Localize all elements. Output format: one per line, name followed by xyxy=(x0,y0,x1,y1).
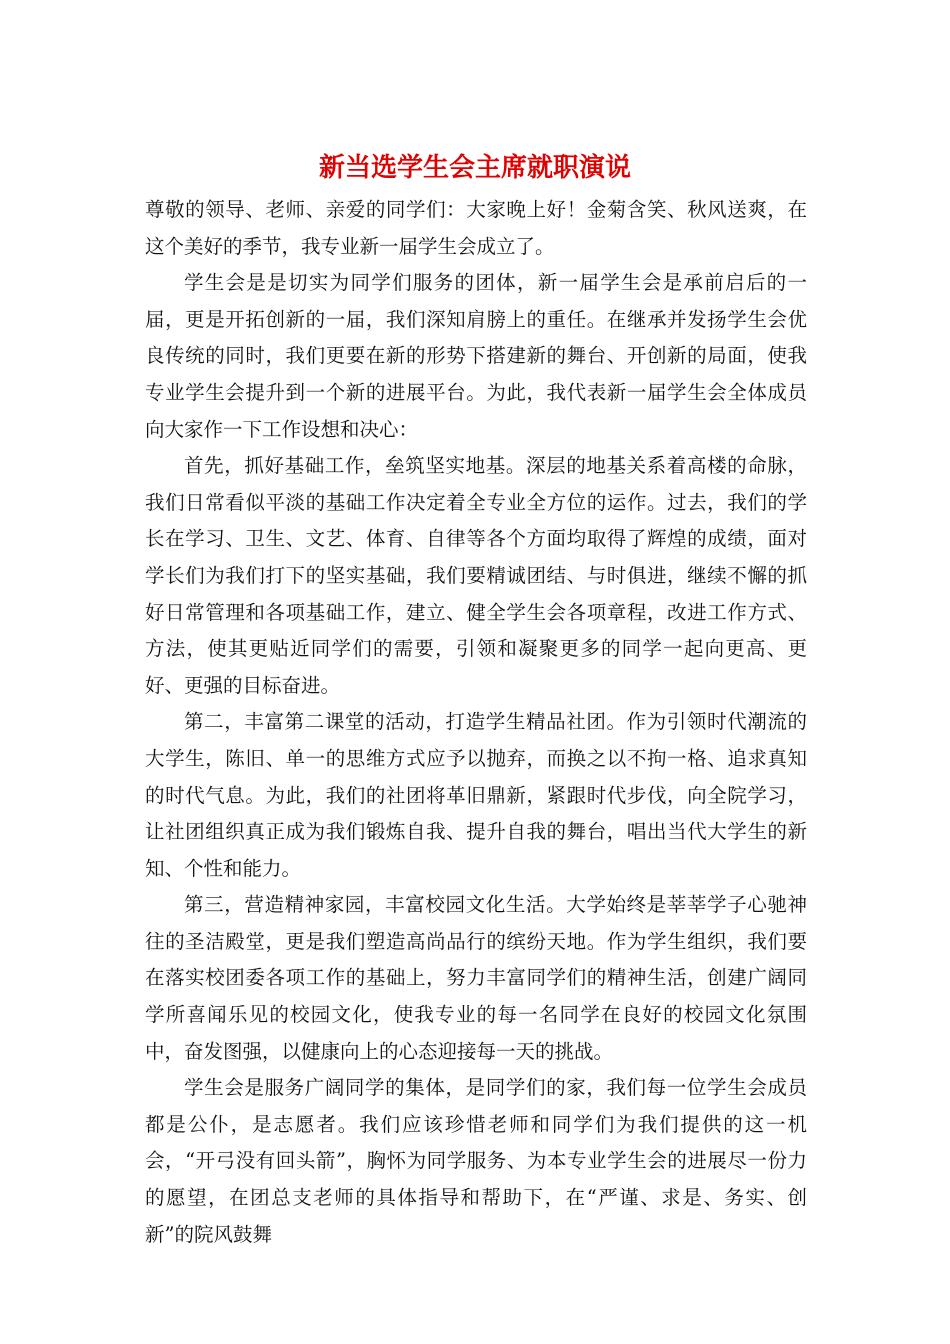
paragraph-closing: 学生会是服务广阔同学的集体，是同学们的家，我们每一位学生会成员都是公仆，是志愿者。我们应该珍惜老师和同学们为我们提供的这一机会，“开弓没有回头箭”，胸怀为同学服务、为本专业学生会的进展尽一份力的愿望，在团总支老师的具体指导和帮助下，在“严谨、求是、务实、创新”的院风鼓舞 xyxy=(145,1076,807,1246)
document-title: 新当选学生会主席就职演说 xyxy=(318,153,631,183)
document-body xyxy=(145,192,807,1253)
paragraph-greeting: 尊敬的领导、老师、亲爱的同学们：大家晚上好！金菊含笑、秋风送爽，在这个美好的季节，我专业新一届学生会成立了。 xyxy=(145,198,807,258)
paragraph-third-point: 第三，营造精神家园，丰富校园文化生活。大学始终是莘莘学子心驰神往的圣洁殿堂，更是我们塑造高尚品行的缤纷天地。作为学生组织，我们要在落实校团委各项工作的基础上，努力丰富同学们的精神生活，创建广阔同学所喜闻乐见的校园文化，使我专业的每一名同学在良好的校园文化氛围中，奋发图强，以健康向上的心态迎接每一天的挑战。 xyxy=(145,893,807,1063)
paragraph-intro: 学生会是是切实为同学们服务的团体，新一届学生会是承前启后的一届，更是开拓创新的一届，我们深知肩膀上的重任。在继承并发扬学生会优良传统的同时，我们更要在新的形势下搭建新的舞台、开创新的局面，使我专业学生会提升到一个新的进展平台。为此，我代表新一届学生会全体成员向大家作一下工作设想和决心： xyxy=(145,271,807,441)
paragraph-second-point: 第二，丰富第二课堂的活动，打造学生精品社团。作为引领时代潮流的大学生，陈旧、单一的思维方式应予以抛弃，而换之以不拘一格、追求真知的时代气息。为此，我们的社团将革旧鼎新，紧跟时代步伐，向全院学习，让社团组织真正成为我们锻炼自我、提升自我的舞台，唱出当代大学生的新知、个性和能力。 xyxy=(145,710,807,880)
paragraph-first-point: 首先，抓好基础工作，垒筑坚实地基。深层的地基关系着高楼的命脉，我们日常看似平淡的基础工作决定着全专业全方位的运作。过去，我们的学长在学习、卫生、文艺、体育、自律等各个方面均取得了辉煌的成绩，面对学长们为我们打下的坚实基础，我们要精诚团结、与时俱进，继续不懈的抓好日常管理和各项基础工作，建立、健全学生会各项章程，改进工作方式、方法，使其更贴近同学们的需要，引领和凝聚更多的同学一起向更高、更好、更强的目标奋进。 xyxy=(145,454,807,697)
